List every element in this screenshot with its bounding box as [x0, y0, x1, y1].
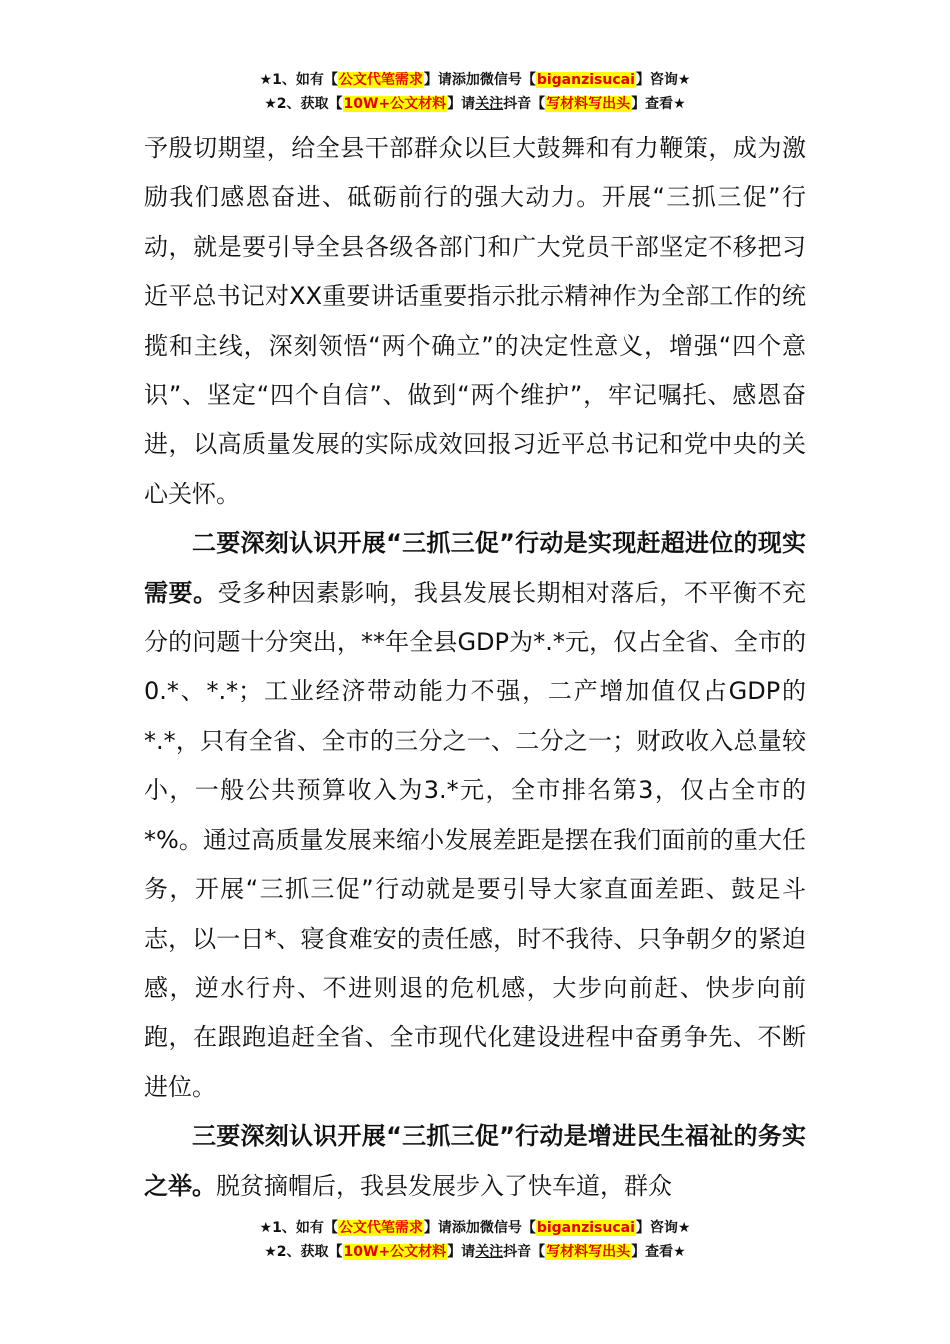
promo-underlined-text: 关注 — [475, 1244, 504, 1260]
promo-text: 】请 — [447, 96, 476, 112]
footer-promo-banner — [0, 1216, 950, 1264]
promo-highlight: 10W+公文材料 — [343, 96, 447, 112]
promo-highlight: 公文代笔需求 — [338, 1220, 423, 1236]
paragraph-3-heading: 三要深刻认识开展“三抓三促”行动是增进民生福祉的务实之举。 — [144, 1122, 806, 1200]
promo-text: ★2、获取【 — [264, 1244, 343, 1260]
promo-text: 】咨询★ — [635, 1220, 691, 1236]
paragraph-2-text: 受多种因素影响，我县发展长期相对落后，不平衡不充分的问题十分突出，**年全县GDP为*.*元，仅占全省、全市的0.*、*.*；工业经济带动能力不强，二产增加值仅占GDP的*.*，只有全省、全市的三分之一、二分之一；财政收入总量较小，一般公共预算收入为3.*元，全市排名第3，仅占全市的*%。通过高质量发展来缩小发展差距是摆在我们面前的重大任务，开展“三抓三促”行动就是要引导大家直面差距、鼓足斗志，以一日*、寝食难安的责任感，时不我待、只争朝夕的紧迫感，逆水行舟、不进则退的危机感，大步向前赶、快步向前跑，在跟跑追赶全省、全市现代化建设进程中奋勇争先、不断进位。 — [144, 578, 807, 1101]
paragraph-3-text: 脱贫摘帽后，我县发展步入了快车道，群众 — [216, 1171, 672, 1200]
promo-line-1 — [0, 1216, 950, 1240]
promo-highlight-douyin-account: 写材料写出头 — [546, 1244, 631, 1260]
promo-highlight-douyin-account: 写材料写出头 — [546, 96, 631, 112]
promo-text: 抖音【 — [503, 96, 546, 112]
promo-text: 】查看★ — [631, 1244, 686, 1260]
promo-text: 】查看★ — [631, 96, 686, 112]
header-promo-banner — [0, 68, 950, 116]
paragraph-3 — [144, 1112, 806, 1211]
document-body — [144, 124, 806, 1211]
promo-highlight: 10W+公文材料 — [343, 1244, 447, 1260]
promo-line-2 — [0, 92, 950, 116]
paragraph-1: 予殷切期望，给全县干部群众以巨大鼓舞和有力鞭策，成为激励我们感恩奋进、砥砺前行的强大动力。开展“三抓三促”行动，就是要引导全县各级各部门和广大党员干部坚定不移把习近平总书记对XX重要讲话重要指示批示精神作为全部工作的统揽和主线，深刻领悟“两个确立”的决定性意义，增强“四个意识”、坚定“四个自信”、做到“两个维护”，牢记嘱托、感恩奋进，以高质量发展的实际成效回报习近平总书记和党中央的关心关怀。 — [144, 134, 806, 508]
paragraph-2 — [144, 519, 806, 1112]
promo-text: 】请添加微信号【 — [423, 72, 536, 88]
promo-text: 】咨询★ — [635, 72, 691, 88]
promo-highlight: 公文代笔需求 — [338, 72, 423, 88]
paragraph-2-heading: 二要深刻认识开展“三抓三促”行动是实现赶超进位的现实需要。 — [144, 529, 806, 607]
promo-highlight-wechat-id: biganzisucai — [536, 72, 635, 88]
promo-text: 】请 — [447, 1244, 476, 1260]
promo-text: ★1、如有【 — [259, 1220, 338, 1236]
promo-highlight-wechat-id: biganzisucai — [536, 1220, 635, 1236]
promo-text: ★1、如有【 — [259, 72, 338, 88]
promo-text: 】请添加微信号【 — [423, 1220, 536, 1236]
promo-underlined-text: 关注 — [475, 96, 504, 112]
promo-text: 抖音【 — [503, 1244, 546, 1260]
promo-line-2 — [0, 1240, 950, 1264]
promo-text: ★2、获取【 — [264, 96, 343, 112]
promo-line-1 — [0, 68, 950, 92]
